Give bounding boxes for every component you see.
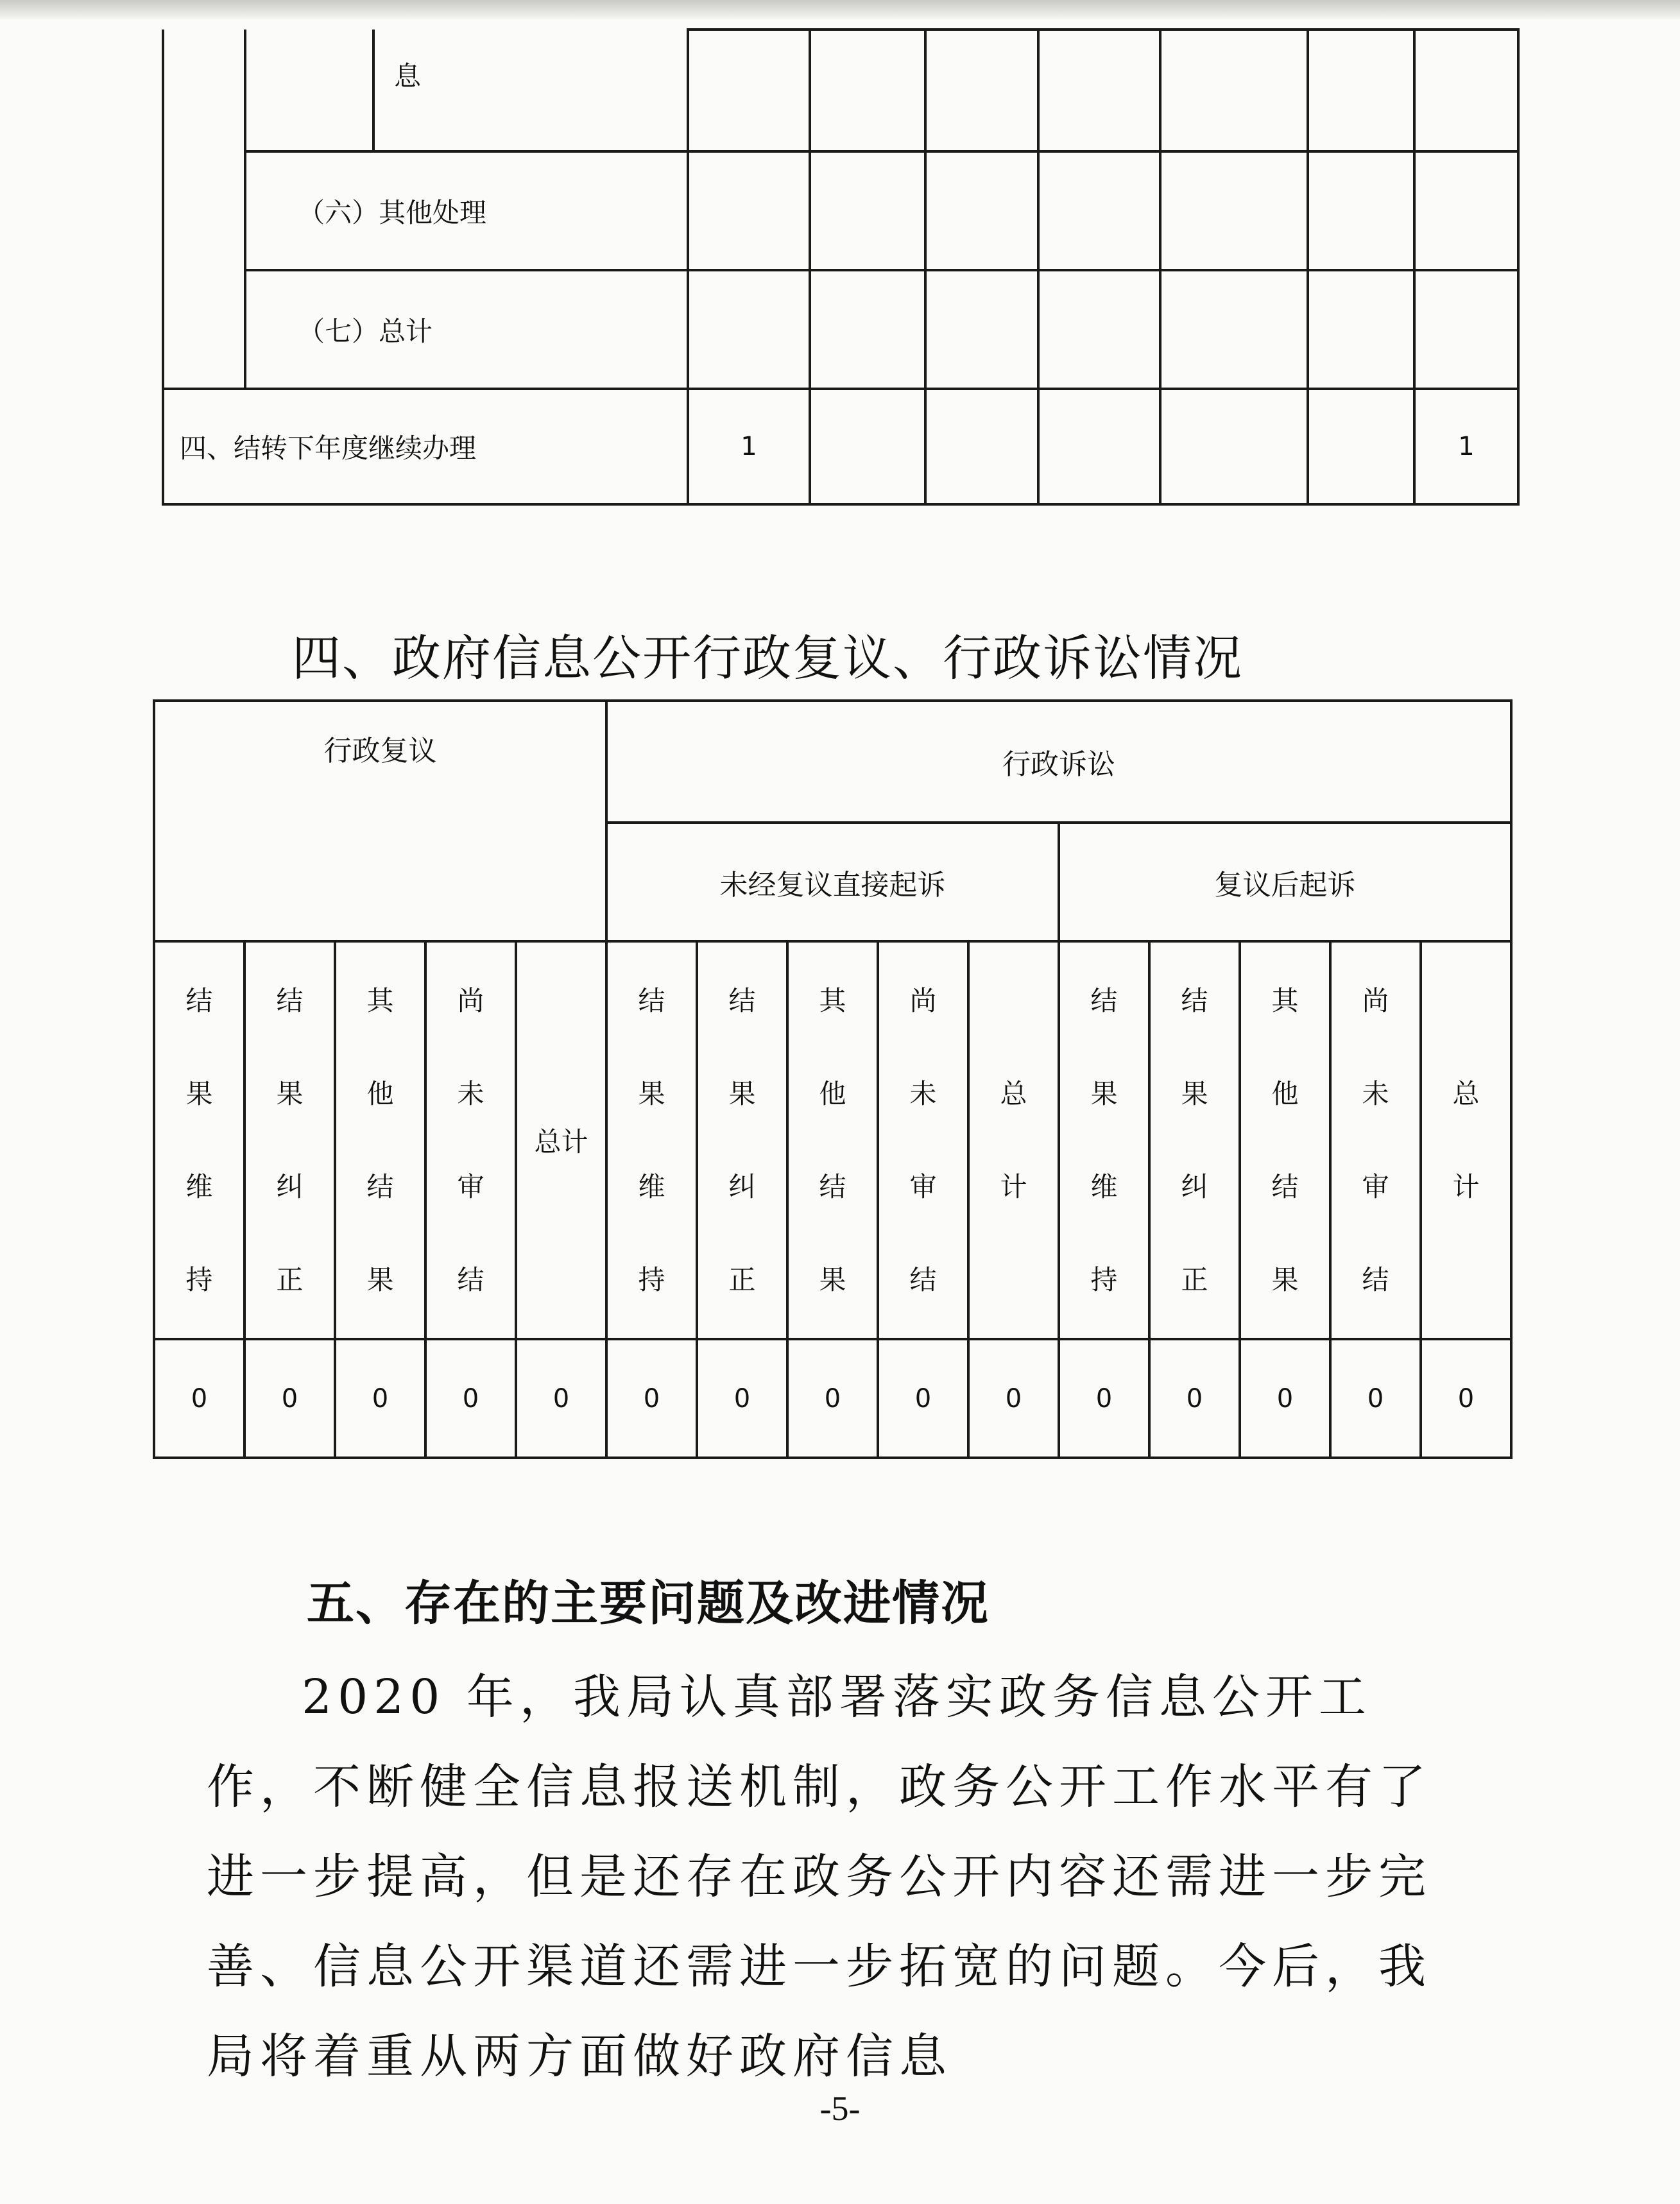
- body-paragraph: 2020 年，我局认真部署落实政务信息公开工作，不断健全信息报送机制，政务公开工作水平有了进一步提高，但是还存在政务公开内容还需进一步完善、信息公开渠道还需进一步拓宽的问题。今后，我局将着重从两方面做好政府信息: [207, 1670, 1432, 2084]
- row-label: 四、结转下年度继续办理: [163, 389, 688, 504]
- value-cell: 0: [516, 1339, 606, 1458]
- litigation-header: 行政诉讼: [606, 701, 1511, 823]
- value-cell: 0: [968, 1339, 1059, 1458]
- col-label-text: 尚未审结: [909, 985, 937, 1295]
- value-cell: [1308, 151, 1414, 270]
- col-label-text: 其他结果: [819, 985, 846, 1295]
- col-label: [1149, 941, 1240, 1339]
- col-label: [878, 941, 968, 1339]
- value-cell: 0: [1421, 1339, 1511, 1458]
- col-label: [1059, 941, 1149, 1339]
- value-cell: [1160, 30, 1308, 151]
- col-label-text: 尚未审结: [1362, 985, 1389, 1295]
- value-cell: [810, 30, 925, 151]
- col-label-text: 结果纠正: [1181, 985, 1208, 1295]
- row-label: 息: [373, 30, 688, 151]
- col-label: [697, 941, 787, 1339]
- value-cell: 0: [697, 1339, 787, 1458]
- value-cell: [925, 270, 1038, 389]
- col-label: [606, 941, 697, 1339]
- section-4-heading: 四、政府信息公开行政复议、行政诉讼情况: [292, 629, 1243, 687]
- value-cell: 0: [335, 1339, 425, 1458]
- col-label-text: 结果维持: [1090, 985, 1118, 1295]
- value-cell: [1308, 389, 1414, 504]
- value-cell: [1308, 270, 1414, 389]
- col-label: [968, 941, 1059, 1339]
- value-cell: [688, 151, 810, 270]
- col-label-text: 结果维持: [185, 985, 213, 1295]
- section-5-heading: 五、存在的主要问题及改进情况: [307, 1576, 990, 1631]
- value-cell: [1038, 151, 1160, 270]
- table-row: [163, 389, 1518, 504]
- value-cell: 0: [244, 1339, 335, 1458]
- col-label: 总计: [516, 941, 606, 1339]
- blank-cell: [245, 30, 373, 151]
- value-cell: 1: [688, 389, 810, 504]
- value-cell: [925, 30, 1038, 151]
- value-cell: [1038, 30, 1160, 151]
- value-cell: [1160, 151, 1308, 270]
- table-row: [154, 701, 1511, 823]
- table-row: [163, 270, 1518, 389]
- col-label: [244, 941, 335, 1339]
- value-cell: [688, 270, 810, 389]
- value-cell: [925, 151, 1038, 270]
- review-litigation-table: [153, 699, 1513, 1459]
- col-label: [154, 941, 244, 1339]
- value-cell: 1: [1414, 389, 1518, 504]
- direct-suit-header: 未经复议直接起诉: [606, 823, 1059, 941]
- col-label-text: 结果维持: [638, 985, 665, 1295]
- value-cell: [688, 30, 810, 151]
- value-cell: 0: [1330, 1339, 1421, 1458]
- value-cell: [1160, 270, 1308, 389]
- value-cell: [1308, 30, 1414, 151]
- value-cell: 0: [1149, 1339, 1240, 1458]
- value-cell: 0: [878, 1339, 968, 1458]
- value-cell: [1414, 270, 1518, 389]
- col-label-text: 总计: [1000, 1078, 1027, 1202]
- table-row: [154, 1339, 1511, 1458]
- value-cell: 0: [606, 1339, 697, 1458]
- col-label: [787, 941, 878, 1339]
- col-label-text: 总计: [1452, 1078, 1480, 1202]
- col-label: [335, 941, 425, 1339]
- application-handling-table: [162, 28, 1520, 506]
- after-review-suit-header: 复议后起诉: [1059, 823, 1511, 941]
- value-cell: [1038, 389, 1160, 504]
- table-row: [163, 30, 1518, 151]
- value-cell: 0: [1059, 1339, 1149, 1458]
- table-row: [154, 941, 1511, 1339]
- review-header: 行政复议: [154, 701, 606, 941]
- col-label: [1240, 941, 1330, 1339]
- row-label: （七）总计: [245, 270, 688, 389]
- value-cell: 0: [425, 1339, 516, 1458]
- col-label-text: 其他结果: [1271, 985, 1299, 1295]
- blank-cell: [163, 30, 245, 389]
- col-label: [425, 941, 516, 1339]
- value-cell: [925, 389, 1038, 504]
- value-cell: 0: [154, 1339, 244, 1458]
- scan-edge: [0, 0, 1680, 19]
- col-label: [1330, 941, 1421, 1339]
- value-cell: [1160, 389, 1308, 504]
- page-number: -5-: [819, 2089, 861, 2128]
- value-cell: [1038, 270, 1160, 389]
- value-cell: [810, 151, 925, 270]
- value-cell: [1414, 151, 1518, 270]
- col-label: [1421, 941, 1511, 1339]
- value-cell: 0: [787, 1339, 878, 1458]
- value-cell: [810, 389, 925, 504]
- col-label-text: 结果纠正: [276, 985, 304, 1295]
- col-label-text: 结果纠正: [728, 985, 756, 1295]
- row-label: （六）其他处理: [245, 151, 688, 270]
- col-label-text: 尚未审结: [457, 985, 484, 1295]
- table-row: [163, 151, 1518, 270]
- value-cell: [1414, 30, 1518, 151]
- col-label-text: 其他结果: [366, 985, 394, 1295]
- value-cell: [810, 270, 925, 389]
- value-cell: 0: [1240, 1339, 1330, 1458]
